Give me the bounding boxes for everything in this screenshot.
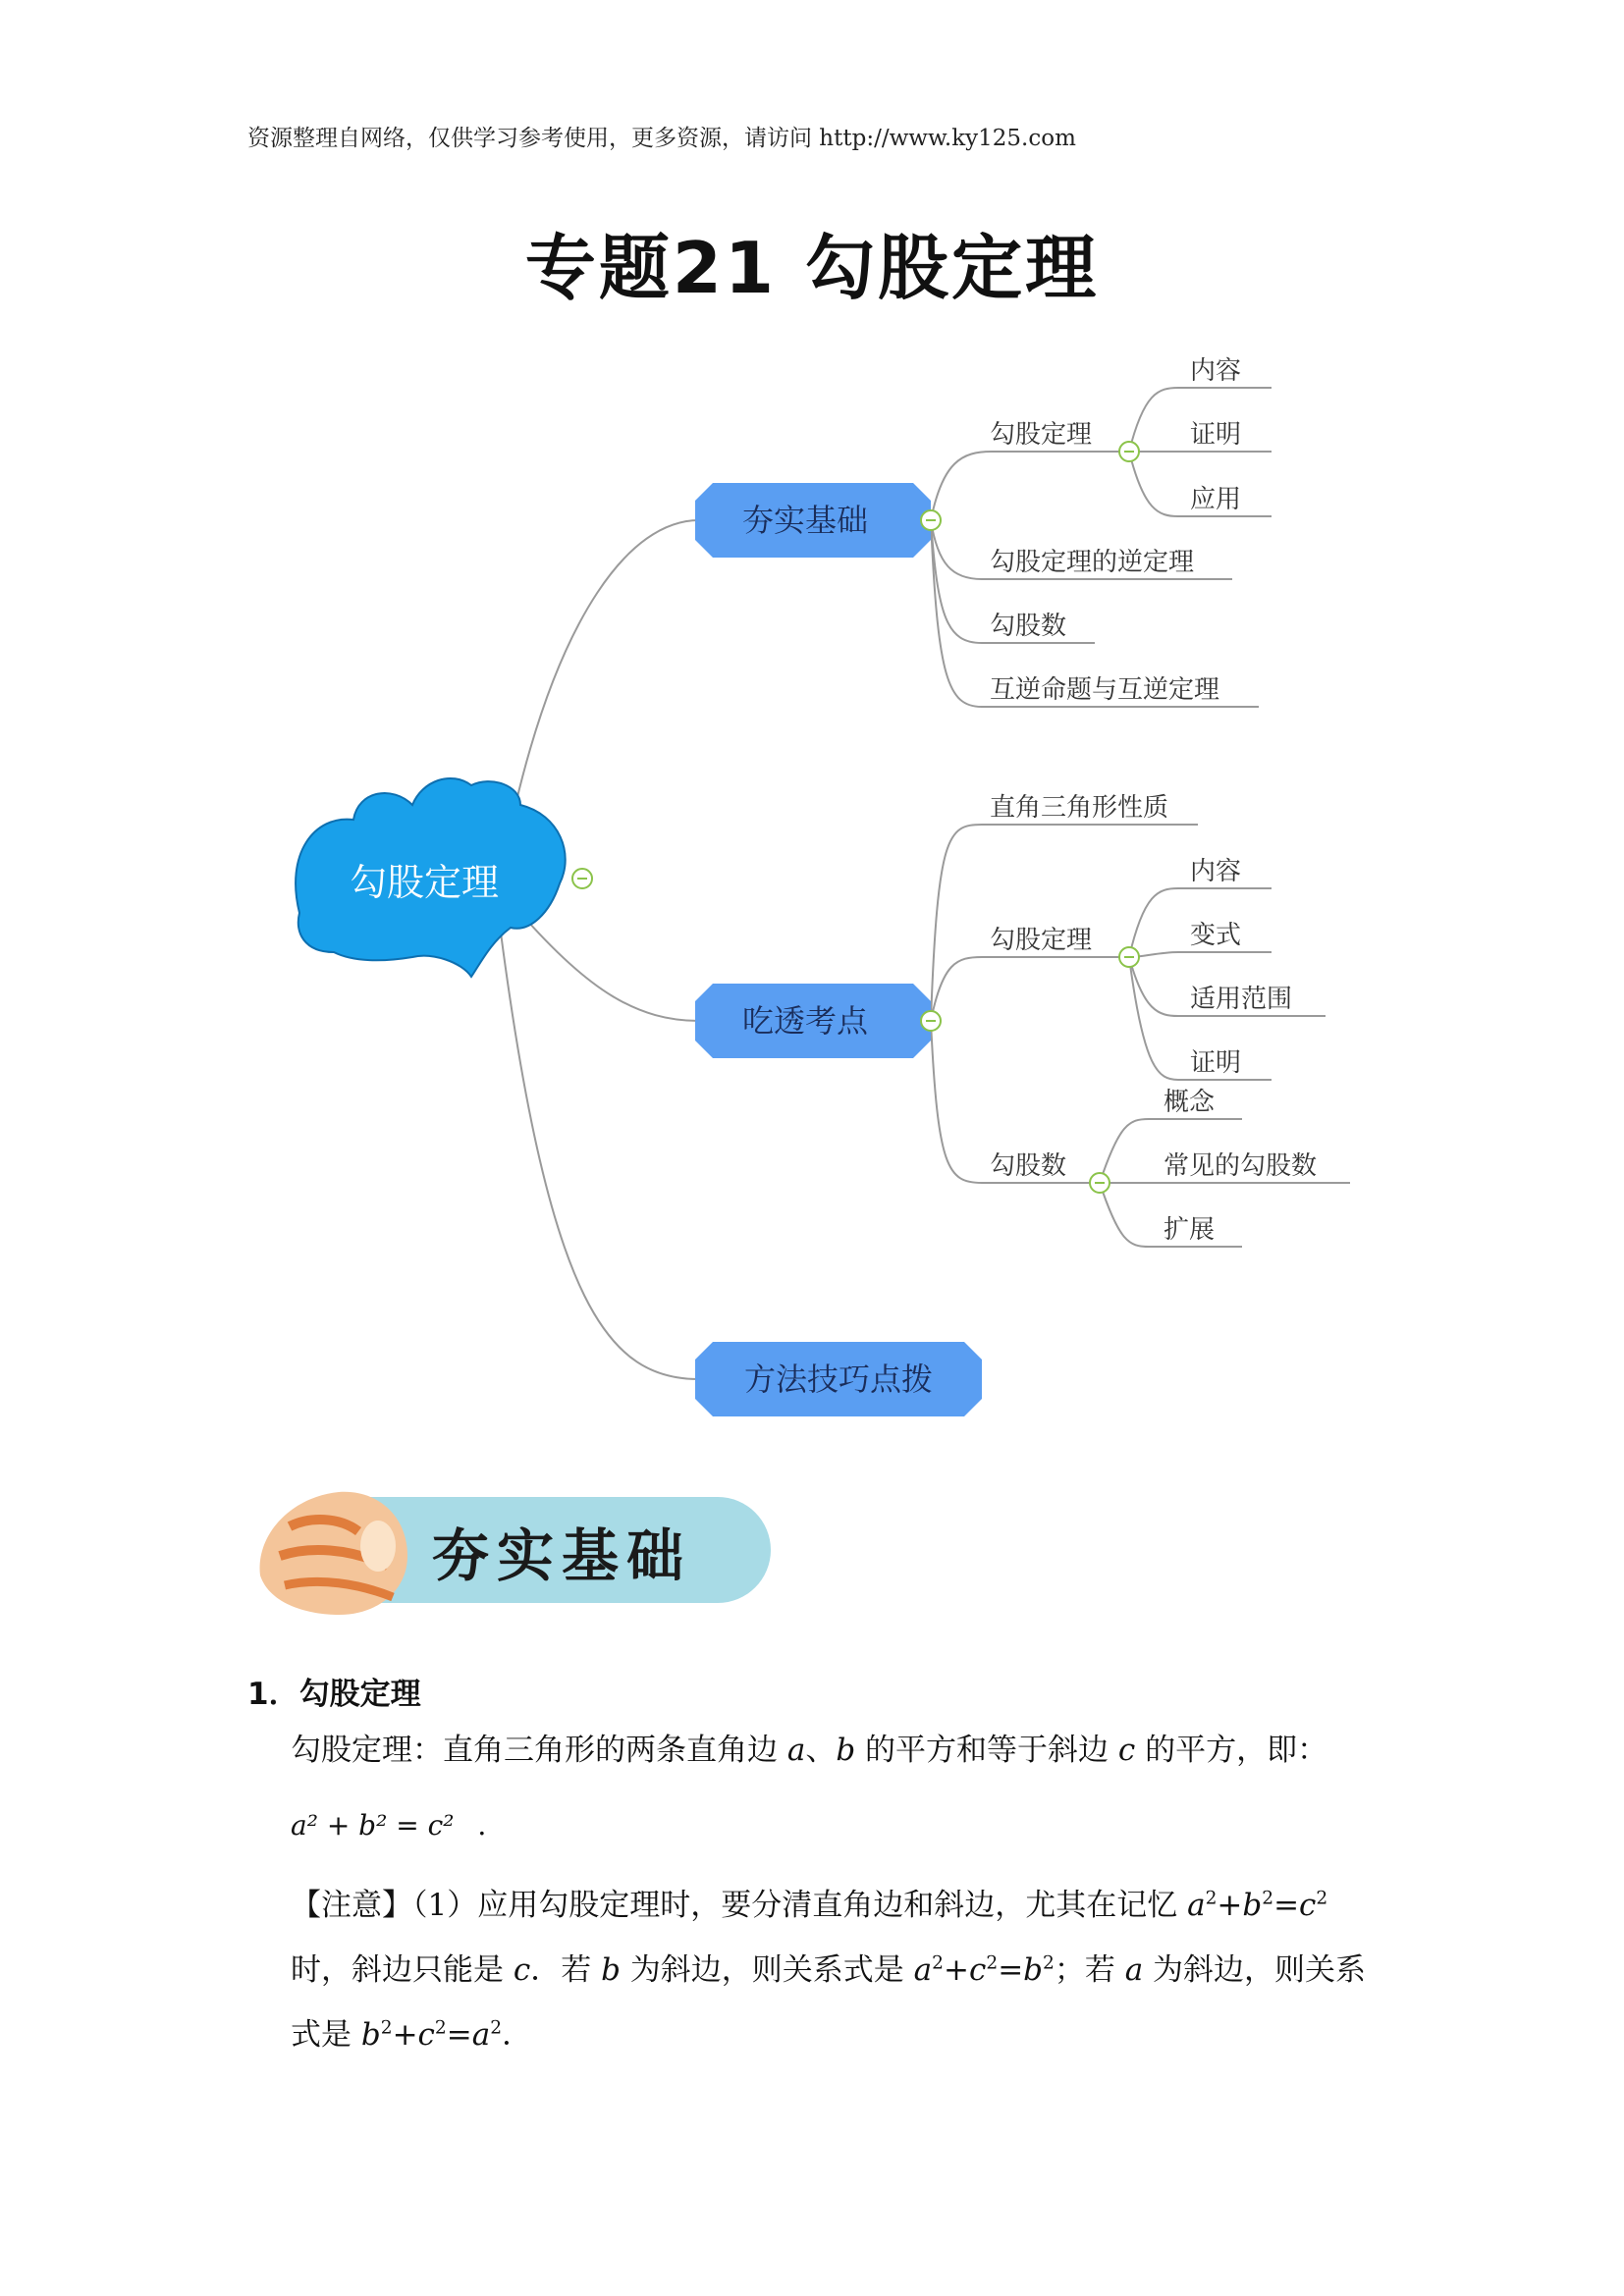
b2-sub1-label: 勾股定理 — [990, 926, 1093, 955]
note-f1-c: =c — [1273, 1888, 1317, 1923]
section-heading: 1．勾股定理 — [247, 1677, 421, 1712]
b2-sub1-leaf-4: 证明 — [1190, 1048, 1242, 1078]
note-exp: 2 — [490, 2017, 503, 2039]
b1-sub1-leaf-1: 内容 — [1190, 356, 1242, 386]
connector-root-branch1 — [515, 520, 699, 805]
note-exp: 2 — [1316, 1888, 1328, 1909]
note-exp: 2 — [1043, 1952, 1055, 1974]
note-var-c: c — [513, 1952, 531, 1988]
branch-node-1-label: 夯实基础 — [741, 502, 869, 539]
note-text-2: 时，斜边只能是 — [291, 1952, 514, 1988]
note-text-1: 【注意】（1）应用勾股定理时，要分清直角边和斜边，尤其在记忆 — [291, 1888, 1188, 1923]
b2-sub2-leaf-2: 常见的勾股数 — [1164, 1151, 1318, 1181]
b1-item-2: 勾股数 — [990, 612, 1067, 641]
b1-sub1-label: 勾股定理 — [990, 420, 1093, 450]
section-banner-title: 夯实基础 — [432, 1522, 692, 1589]
page-title: 专题21 勾股定理 — [524, 227, 1100, 309]
note-exp: 2 — [434, 2017, 447, 2039]
note-exp: 2 — [1205, 1888, 1218, 1909]
b2-sub1-leaf-1: 内容 — [1190, 857, 1242, 886]
p1-text-2: 的平方和等于斜边 — [855, 1733, 1118, 1768]
b2-sub1-leaf-3: 适用范围 — [1190, 985, 1293, 1014]
note-f3-c: =a — [446, 2017, 491, 2053]
note-text-5: ；若 — [1054, 1952, 1125, 1988]
note-var-a: a — [1124, 1952, 1144, 1988]
mind-map — [0, 324, 1624, 1443]
note-f2-a: a — [913, 1952, 933, 1988]
note-f3-b: +c — [392, 2017, 435, 2053]
note-text-7: 式是 — [291, 2017, 361, 2053]
b1-sub1-leaf-2: 证明 — [1190, 420, 1242, 450]
b1-item-1: 勾股定理的逆定理 — [990, 548, 1195, 577]
note-paragraph — [291, 1873, 1400, 2067]
note-text-4: 为斜边，则关系式是 — [620, 1952, 914, 1988]
connector-b1-sub1 — [931, 452, 1129, 520]
b1-item-3: 互逆命题与互逆定理 — [990, 675, 1220, 705]
root-node-label: 勾股定理 — [349, 861, 500, 904]
note-f3-a: b — [360, 2017, 381, 2053]
note-var-b: b — [601, 1952, 621, 1988]
b2-sub2-label: 勾股数 — [990, 1151, 1067, 1181]
b2-sub1-leaf-2: 变式 — [1190, 921, 1242, 950]
note-exp: 2 — [1262, 1888, 1274, 1909]
pythagorean-formula — [291, 1804, 506, 1843]
p1-sep: 、 — [805, 1733, 837, 1768]
var-a: a — [786, 1733, 806, 1768]
formula-end: ． — [477, 1809, 506, 1842]
note-f1-a: a — [1187, 1888, 1206, 1923]
connector-b2-item1 — [931, 825, 1198, 1021]
note-f2-c: =b — [998, 1952, 1044, 1988]
connector-b2-sub1 — [931, 957, 1129, 1021]
note-exp: 2 — [380, 2017, 393, 2039]
note-text-6: 为斜边，则关系 — [1143, 1952, 1367, 1988]
note-f1-b: +b — [1217, 1888, 1263, 1923]
connector-b2-sub1-leaf2 — [1129, 952, 1272, 957]
b2-item-1: 直角三角形性质 — [990, 793, 1169, 823]
source-note: 资源整理自网络，仅供学习参考使用，更多资源，请访问 http://www.ky125.com — [247, 126, 1076, 151]
var-b: b — [836, 1733, 856, 1768]
p1-text-1: 勾股定理：直角三角形的两条直角边 — [291, 1733, 787, 1768]
b2-sub2-leaf-1: 概念 — [1164, 1088, 1216, 1117]
b1-sub1-leaf-3: 应用 — [1190, 485, 1242, 514]
connector-root-branch3 — [501, 933, 699, 1379]
p1-text-3: 的平方，即： — [1135, 1733, 1328, 1768]
shell-icon — [260, 1492, 407, 1615]
note-f2-b: +c — [944, 1952, 987, 1988]
note-exp: 2 — [932, 1952, 944, 1974]
branch-node-2-label: 吃透考点 — [741, 1002, 869, 1040]
note-text-3: ．若 — [530, 1952, 602, 1988]
b2-sub2-leaf-3: 扩展 — [1164, 1215, 1216, 1245]
definition-paragraph — [291, 1718, 1400, 1783]
note-exp: 2 — [986, 1952, 999, 1974]
note-text-8: ． — [502, 2017, 533, 2053]
var-c: c — [1117, 1733, 1136, 1768]
formula-text: a² + b² = c² — [291, 1809, 455, 1842]
connector-root-branch2 — [520, 913, 699, 1021]
branch-node-3-label: 方法技巧点拨 — [743, 1361, 934, 1398]
